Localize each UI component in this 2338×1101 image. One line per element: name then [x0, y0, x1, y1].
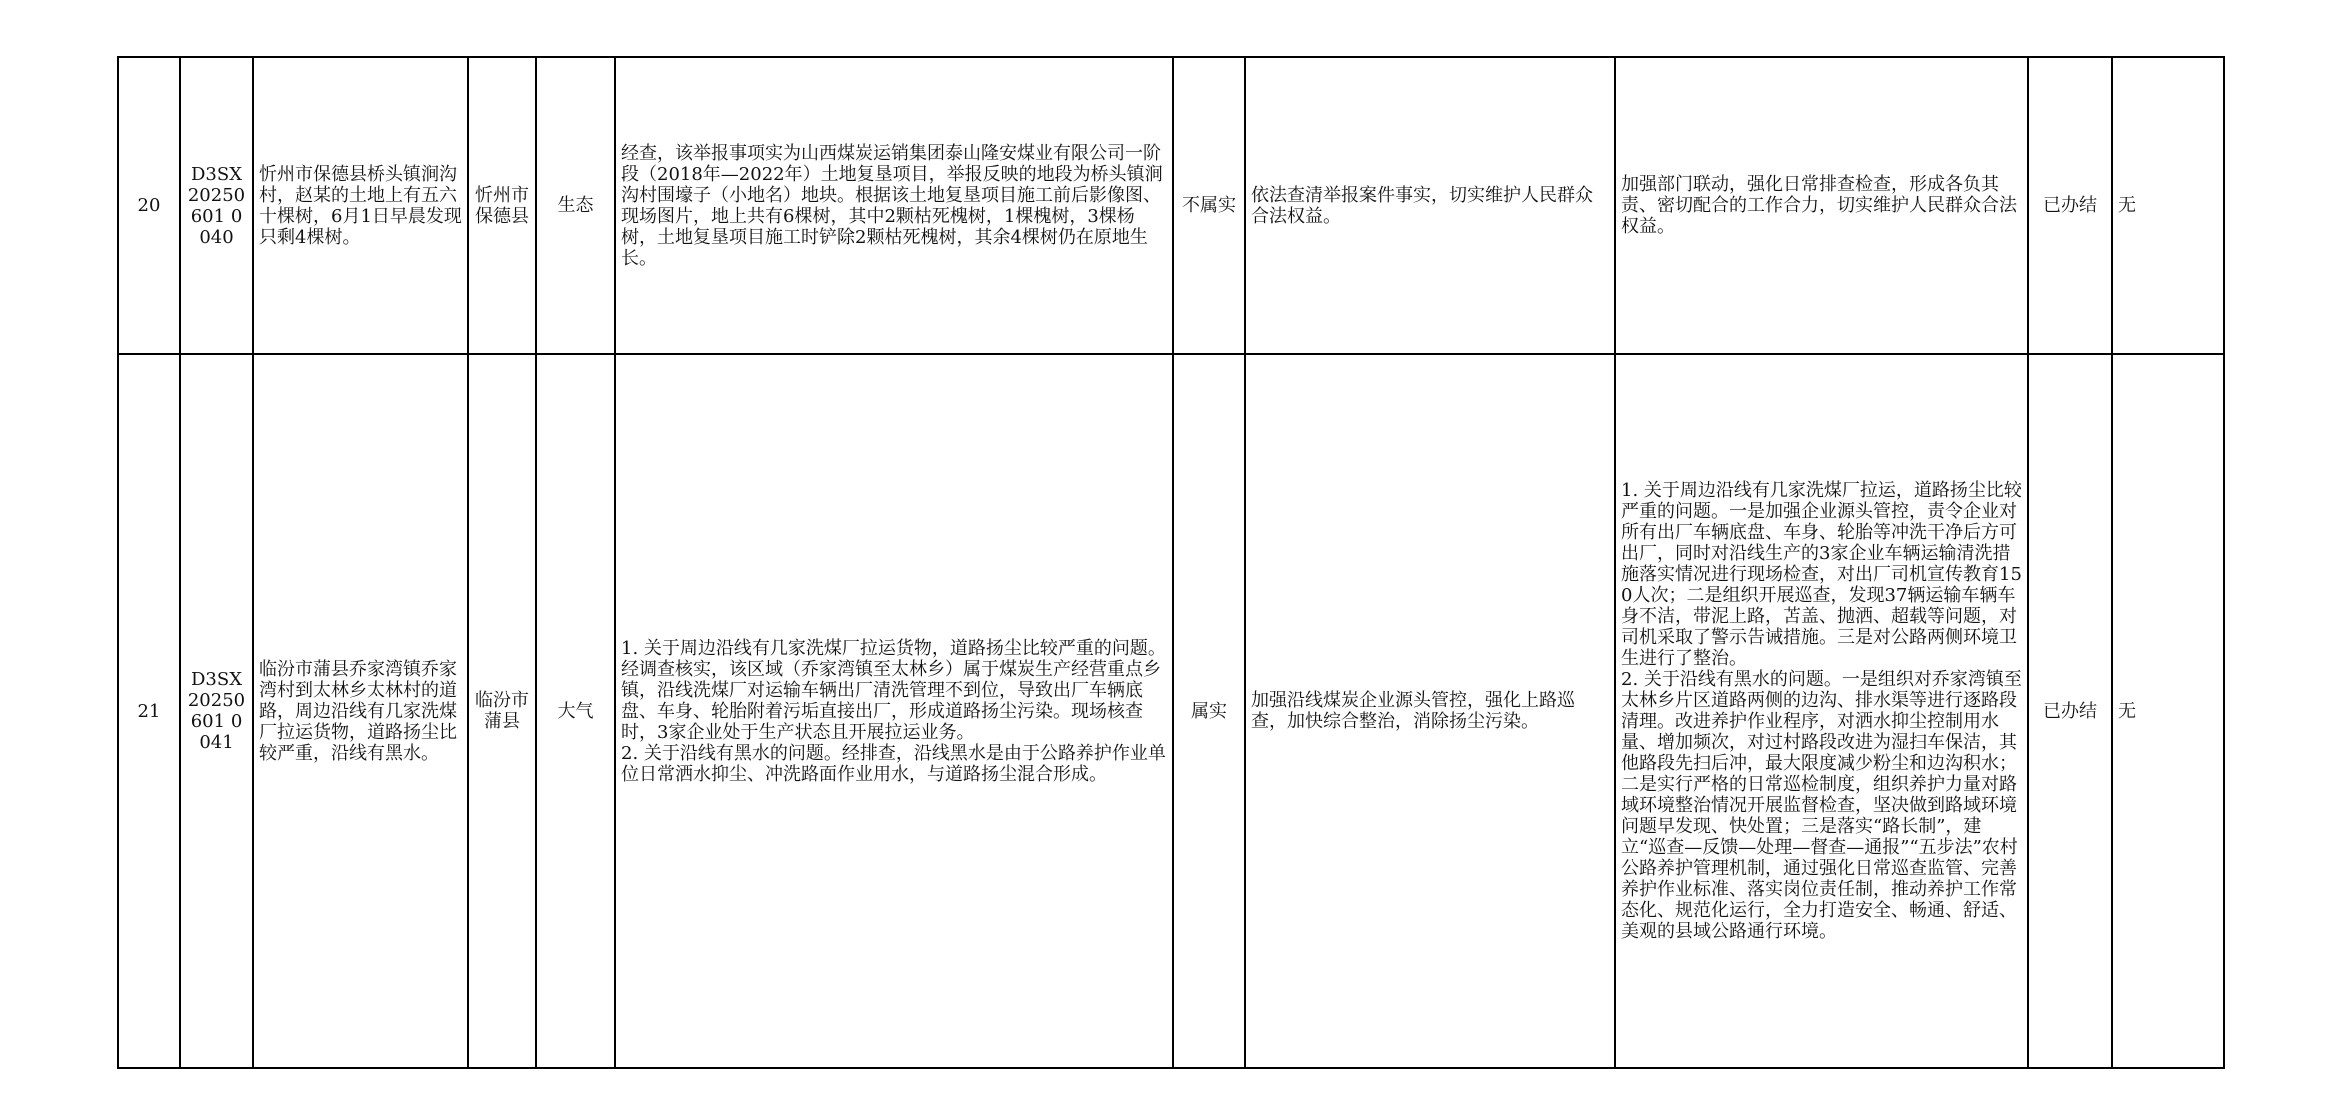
- investigation-text: 1. 关于周边沿线有几家洗煤厂拉运货物，道路扬尘比较严重的问题。经调查核实，该区域（乔家湾镇至太林乡）属于煤炭生产经营重点乡镇，沿线洗煤厂对运输车辆出厂清洗管理不到位，导致出厂车辆底盘、车身、轮胎附着污垢直接出厂，形成道路扬尘污染。现场核查时，3家企业处于生产状态且开展拉运业务。 2. 关于沿线有黑水的问题。经排查，沿线黑水是由于公路养护作业单位日常洒水抑尘、冲洗路面作业用水，与道路扬尘混合形成。: [621, 637, 1166, 785]
- table-row: [118, 57, 2224, 354]
- administrative-region: 临汾市蒲县: [468, 354, 536, 1068]
- row-number: 21: [118, 354, 180, 1068]
- handling-opinion: 加强沿线煤炭企业源头管控，强化上路巡查，加快综合整治，消除扬尘污染。: [1245, 354, 1615, 1068]
- rectification-text: 1. 关于周边沿线有几家洗煤厂拉运，道路扬尘比较严重的问题。一是加强企业源头管控，责令企业对所有出厂车辆底盘、车身、轮胎等冲洗干净后方可出厂，同时对沿线生产的3家企业车辆运输清洗措施落实情况进行现场检查，对出厂司机宣传教育150人次；二是组织开展巡查，发现37辆运输车辆车身不洁，带泥上路，苫盖、抛洒、超载等问题，对司机采取了警示告诫措施。三是对公路两侧环境卫生进行了整治。 2. 关于沿线有黑水的问题。一是组织对乔家湾镇至太林乡片区道路两侧的边沟、排水渠等进行逐路段清理。改进养护作业程序，对洒水抑尘控制用水量、增加频次，对过村路段改进为湿扫车保洁，其他路段先扫后冲，最大限度减少粉尘和边沟积水；二是实行严格的日常巡检制度，组织养护力量对路域环境整治情况开展监督检查，坚决做到路域环境问题早发现、快处置；三是落实“路长制”，建立“巡查—反馈—处理—督查—通报”“五步法”农村公路养护管理机制，通过强化日常巡查监管、完善养护作业标准、落实岗位责任制，推动养护工作常态化、规范化运行，全力打造安全、畅通、舒适、美观的县域公路通行环境。: [1621, 480, 2022, 942]
- complaint-content: 忻州市保德县桥头镇涧沟村，赵某的土地上有五六十棵树，6月1日早晨发现只剩4棵树。: [253, 57, 468, 354]
- investigation-text: 经查，该举报事项实为山西煤炭运销集团泰山隆安煤业有限公司一阶段（2018年—2022年）土地复垦项目，举报反映的地段为桥头镇涧沟村围壕子（小地名）地块。根据该土地复垦项目施工前后影像图、现场图片，地上共有6棵树，其中2颗枯死槐树，1棵槐树，3棵杨树，土地复垦项目施工时铲除2颗枯死槐树，其余4棵树仍在原地生长。: [621, 142, 1163, 269]
- administrative-region: 忻州市保德县: [468, 57, 536, 354]
- accountability: 无: [2112, 57, 2224, 354]
- case-code: D3SX20250601 0040: [180, 57, 253, 354]
- rectification-measures: [1615, 57, 2028, 354]
- case-code: D3SX20250601 0041: [180, 354, 253, 1068]
- pollution-category: 生态: [536, 57, 615, 354]
- completion-status: 已办结: [2028, 57, 2112, 354]
- verification-verdict: 属实: [1173, 354, 1245, 1068]
- verification-verdict: 不属实: [1173, 57, 1245, 354]
- complaint-table: [117, 56, 2225, 1069]
- investigation-result: [615, 354, 1173, 1068]
- pollution-category: 大气: [536, 354, 615, 1068]
- completion-status: 已办结: [2028, 354, 2112, 1068]
- investigation-result: [615, 57, 1173, 354]
- complaint-content: 临汾市蒲县乔家湾镇乔家湾村到太林乡太林村的道路，周边沿线有几家洗煤厂拉运货物，道路扬尘比较严重，沿线有黑水。: [253, 354, 468, 1068]
- rectification-text: 加强部门联动，强化日常排查检查，形成各负其责、密切配合的工作合力，切实维护人民群众合法权益。: [1621, 174, 2017, 237]
- rectification-measures: [1615, 354, 2028, 1068]
- handling-opinion: 依法查清举报案件事实，切实维护人民群众合法权益。: [1245, 57, 1615, 354]
- report-sheet: [117, 56, 2223, 1069]
- table-row: [118, 354, 2224, 1068]
- row-number: 20: [118, 57, 180, 354]
- accountability: 无: [2112, 354, 2224, 1068]
